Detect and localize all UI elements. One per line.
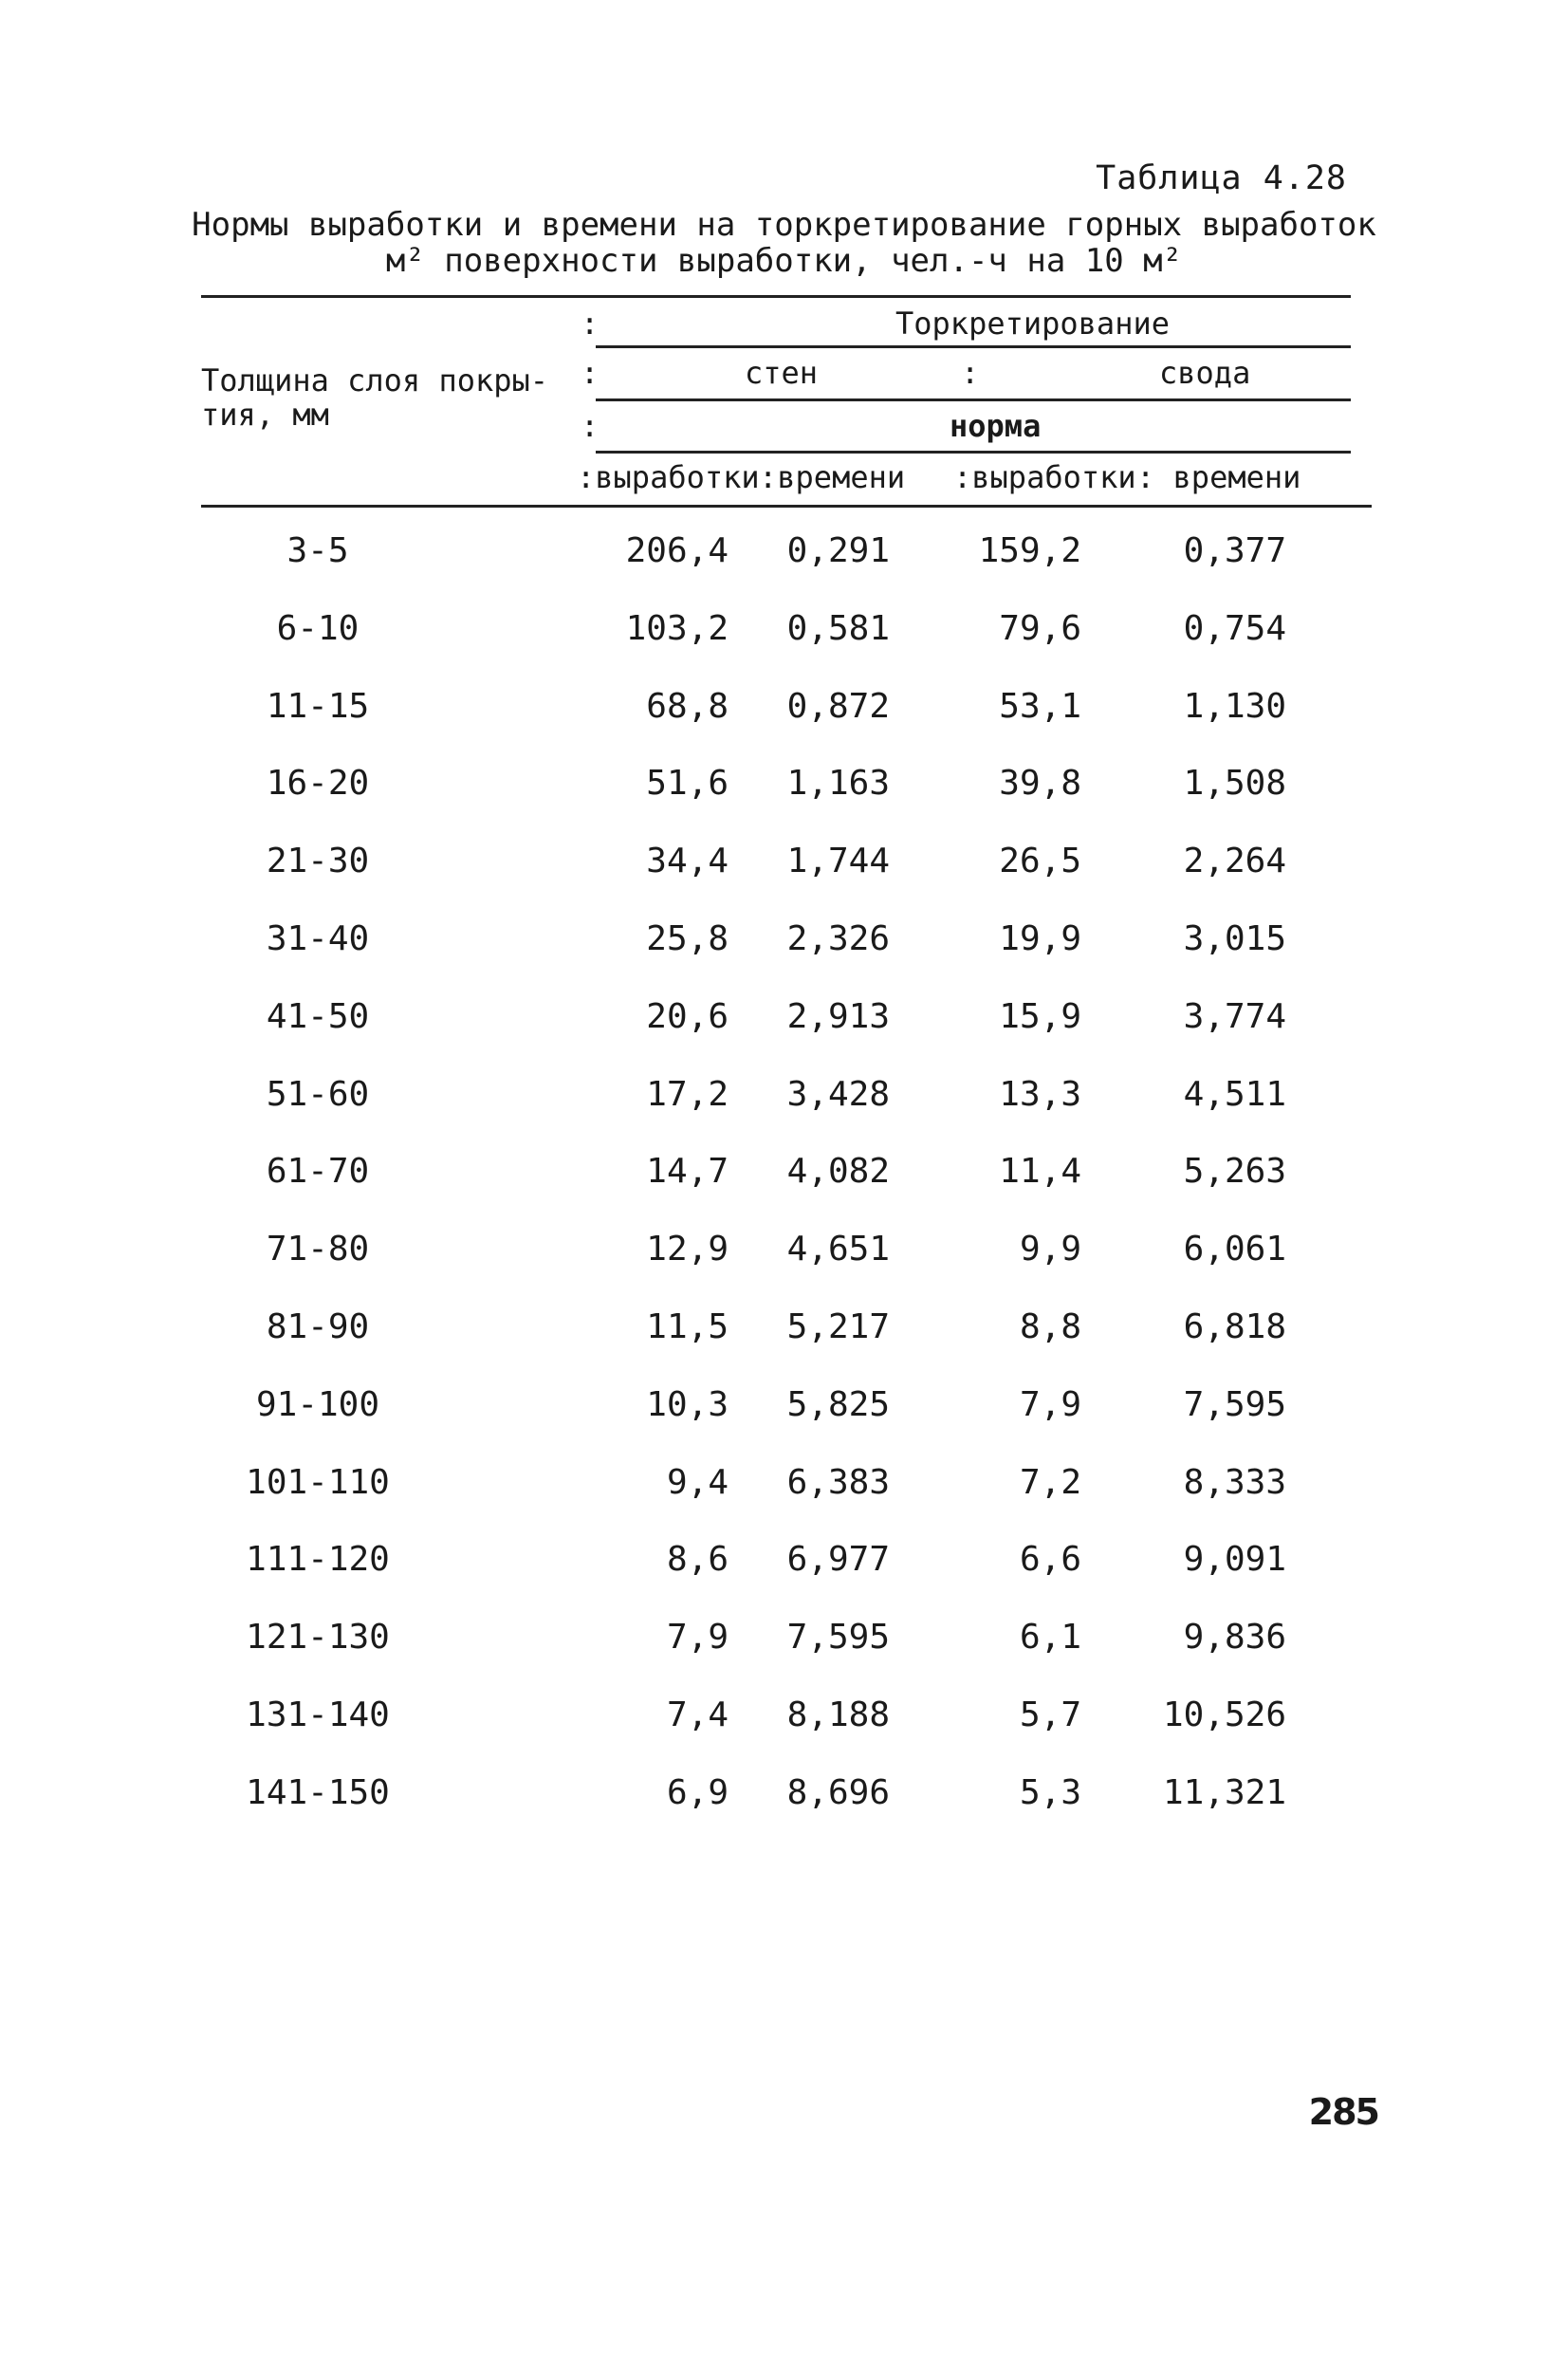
cell-output-walls: 34,4 (646, 842, 729, 881)
cell-output-vault: 11,4 (999, 1152, 1081, 1192)
cell-time-vault: 1,130 (1183, 686, 1286, 726)
cell-time-walls: 6,977 (786, 1540, 890, 1580)
cell-time-walls: 1,163 (786, 764, 890, 804)
cell-output-walls: 51,6 (646, 764, 729, 804)
cell-output-vault: 79,6 (999, 608, 1081, 648)
cell-time-walls: 3,428 (786, 1074, 890, 1114)
title-line-2: м² поверхности выработки, чел.-ч на 10 м² (385, 242, 1183, 280)
cell-output-walls: 10,3 (646, 1384, 729, 1424)
header-shotcreting: Торкретирование (895, 306, 1170, 342)
cell-thickness: 51-60 (266, 1074, 370, 1114)
cell-thickness: 31-40 (266, 919, 370, 958)
cell-time-walls: 7,595 (786, 1618, 890, 1658)
cell-thickness: 11-15 (266, 686, 370, 726)
cell-thickness: 71-80 (266, 1230, 370, 1269)
cell-time-walls: 2,913 (786, 996, 890, 1036)
cell-output-vault: 159,2 (978, 531, 1081, 570)
header-bottom-rule (201, 505, 1372, 508)
cell-output-walls: 103,2 (625, 608, 729, 648)
header-norm: норма (950, 408, 1042, 444)
cell-output-walls: 206,4 (625, 531, 729, 570)
header-output-vault: :выработки (953, 459, 1136, 495)
cell-output-walls: 17,2 (646, 1074, 729, 1114)
header-colon: : (581, 355, 600, 391)
subgroup-underline (596, 398, 1351, 401)
cell-time-vault: 10,526 (1162, 1695, 1286, 1734)
cell-output-vault: 15,9 (999, 996, 1081, 1036)
table-title (0, 207, 1568, 279)
header-thickness: Толщина слоя покры- тия, мм (201, 362, 549, 433)
cell-thickness: 16-20 (266, 764, 370, 804)
cell-time-vault: 3,015 (1183, 919, 1286, 958)
title-line-1: Нормы выработки и времени на торкретирование горных выработок (192, 206, 1376, 244)
cell-thickness: 111-120 (246, 1540, 390, 1580)
cell-time-vault: 9,091 (1183, 1540, 1286, 1580)
cell-thickness: 41-50 (266, 996, 370, 1036)
cell-thickness: 81-90 (266, 1307, 370, 1346)
cell-time-walls: 4,082 (786, 1152, 890, 1192)
header-colon: : (581, 306, 600, 342)
cell-time-walls: 0,872 (786, 686, 890, 726)
header-time-vault: : времени (1136, 459, 1301, 495)
cell-output-walls: 14,7 (646, 1152, 729, 1192)
cell-output-walls: 20,6 (646, 996, 729, 1036)
cell-thickness: 121-130 (246, 1618, 390, 1658)
cell-output-vault: 7,2 (1019, 1462, 1081, 1502)
cell-time-vault: 9,836 (1183, 1618, 1286, 1658)
group-underline (596, 345, 1351, 348)
cell-time-vault: 6,061 (1183, 1230, 1286, 1269)
cell-output-vault: 6,6 (1019, 1540, 1081, 1580)
cell-time-vault: 1,508 (1183, 764, 1286, 804)
cell-output-vault: 13,3 (999, 1074, 1081, 1114)
cell-time-walls: 0,291 (786, 531, 890, 570)
cell-output-vault: 39,8 (999, 764, 1081, 804)
cell-time-vault: 7,595 (1183, 1384, 1286, 1424)
header-output-walls: :выработки (577, 459, 760, 495)
header-vault: свода (1159, 355, 1251, 391)
cell-output-walls: 9,4 (666, 1462, 729, 1502)
cell-output-vault: 5,7 (1019, 1695, 1081, 1734)
cell-time-walls: 1,744 (786, 842, 890, 881)
table-label: Таблица 4.28 (1096, 159, 1347, 197)
cell-output-vault: 7,9 (1019, 1384, 1081, 1424)
cell-output-vault: 8,8 (1019, 1307, 1081, 1346)
cell-time-walls: 0,581 (786, 608, 890, 648)
cell-output-vault: 5,3 (1019, 1772, 1081, 1812)
cell-thickness: 131-140 (246, 1695, 390, 1734)
cell-output-vault: 9,9 (1019, 1230, 1081, 1269)
cell-output-walls: 11,5 (646, 1307, 729, 1346)
cell-time-walls: 8,188 (786, 1695, 890, 1734)
cell-thickness: 6-10 (276, 608, 360, 648)
cell-output-walls: 25,8 (646, 919, 729, 958)
cell-time-walls: 5,825 (786, 1384, 890, 1424)
cell-output-vault: 6,1 (1019, 1618, 1081, 1658)
cell-time-vault: 0,754 (1183, 608, 1286, 648)
cell-time-walls: 5,217 (786, 1307, 890, 1346)
cell-time-vault: 0,377 (1183, 531, 1286, 570)
cell-time-vault: 5,263 (1183, 1152, 1286, 1192)
cell-output-walls: 68,8 (646, 686, 729, 726)
cell-output-walls: 12,9 (646, 1230, 729, 1269)
header-walls: стен (745, 355, 819, 391)
table-top-rule (201, 295, 1351, 298)
cell-output-walls: 6,9 (666, 1772, 729, 1812)
page-number: 285 (1308, 2091, 1378, 2133)
cell-time-vault: 6,818 (1183, 1307, 1286, 1346)
cell-output-vault: 19,9 (999, 919, 1081, 958)
cell-thickness: 141-150 (246, 1772, 390, 1812)
cell-time-vault: 3,774 (1183, 996, 1286, 1036)
cell-thickness: 101-110 (246, 1462, 390, 1502)
header-colon: : (961, 355, 980, 391)
cell-thickness: 3-5 (286, 531, 349, 570)
cell-thickness: 21-30 (266, 842, 370, 881)
cell-output-walls: 8,6 (666, 1540, 729, 1580)
cell-time-vault: 11,321 (1162, 1772, 1286, 1812)
cell-time-vault: 4,511 (1183, 1074, 1286, 1114)
cell-time-walls: 2,326 (786, 919, 890, 958)
cell-output-walls: 7,9 (666, 1618, 729, 1658)
cell-time-walls: 6,383 (786, 1462, 890, 1502)
cell-thickness: 61-70 (266, 1152, 370, 1192)
cell-output-walls: 7,4 (666, 1695, 729, 1734)
header-time-walls: :времени (759, 459, 906, 495)
cell-time-walls: 4,651 (786, 1230, 890, 1269)
header-colon: : (581, 408, 600, 444)
norm-underline (596, 451, 1351, 454)
cell-thickness: 91-100 (255, 1384, 380, 1424)
cell-time-vault: 2,264 (1183, 842, 1286, 881)
cell-output-vault: 26,5 (999, 842, 1081, 881)
cell-time-walls: 8,696 (786, 1772, 890, 1812)
cell-output-vault: 53,1 (999, 686, 1081, 726)
cell-time-vault: 8,333 (1183, 1462, 1286, 1502)
